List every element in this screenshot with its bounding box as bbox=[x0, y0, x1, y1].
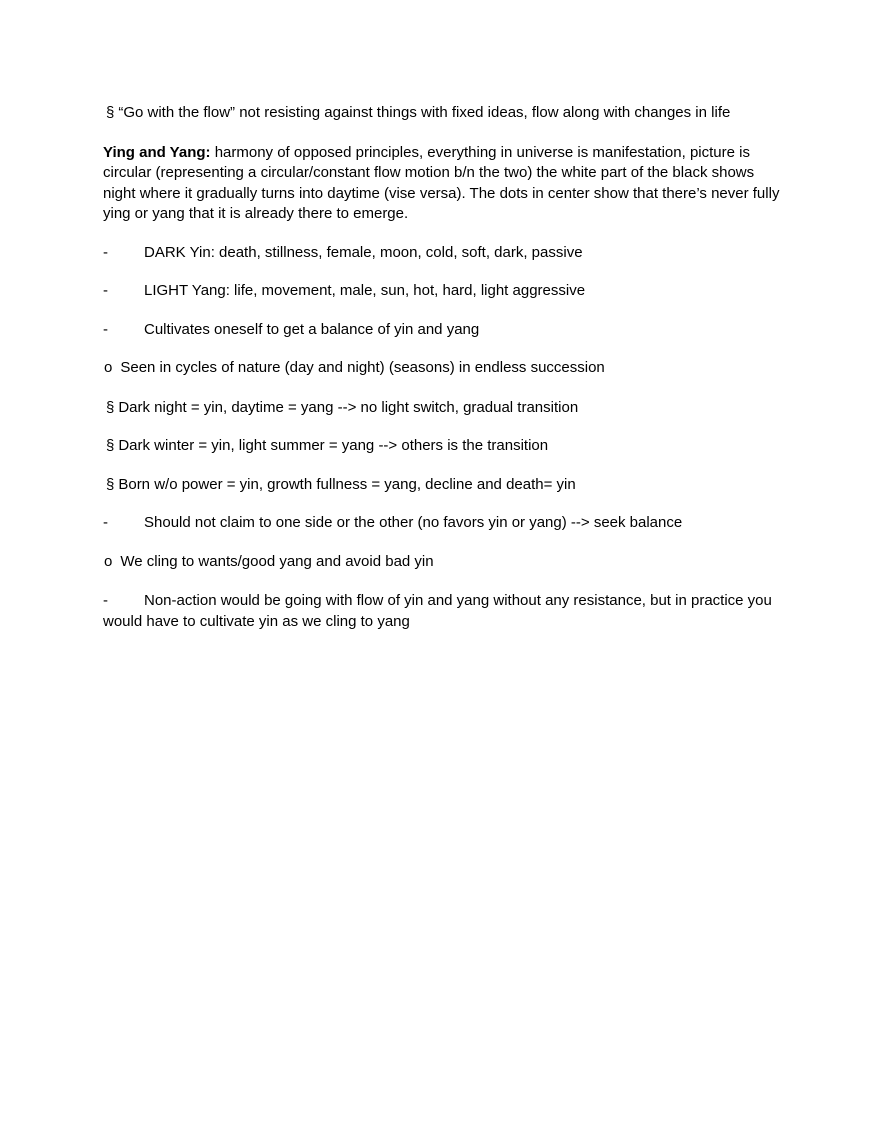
section-bullet-line bbox=[103, 475, 783, 496]
line-text: DARK Yin: death, stillness, female, moon, cold, soft, dark, passive bbox=[144, 243, 583, 261]
dash-marker: - bbox=[103, 320, 108, 338]
dash-bullet-line bbox=[103, 281, 783, 302]
section-bullet-line bbox=[103, 436, 783, 457]
section-bullet-line bbox=[103, 103, 783, 124]
ying-yang-paragraph bbox=[103, 143, 783, 225]
dash-bullet-line bbox=[103, 243, 783, 264]
circle-marker: o bbox=[104, 552, 113, 570]
section-marker: § bbox=[106, 398, 115, 416]
dash-bullet-line bbox=[103, 320, 783, 341]
dash-marker: - bbox=[103, 243, 108, 261]
line-text: LIGHT Yang: life, movement, male, sun, hot, hard, light aggressive bbox=[144, 282, 586, 299]
term-definition: harmony of opposed principles, everything in universe is manifestation, picture is circular (representing a circular/constant flow motion b/n the two) the white part of the black shows night where it gradually turns into daytime (vise versa). The dots in center show that there’s never fully ying or yang that it is already there to emerge. bbox=[103, 143, 780, 222]
circle-bullet-line bbox=[103, 552, 783, 573]
dash-marker: - bbox=[103, 514, 108, 531]
circle-marker: o bbox=[104, 359, 113, 376]
line-text: We cling to wants/good yang and avoid bad yin bbox=[120, 552, 434, 570]
term-heading: Ying and Yang: bbox=[103, 143, 211, 161]
section-marker: § bbox=[106, 437, 115, 454]
circle-bullet-line bbox=[103, 358, 783, 379]
dash-marker: - bbox=[103, 282, 108, 299]
dash-bullet-line bbox=[103, 513, 783, 534]
line-text: Non-action would be going with flow of yin and yang without any resistance, but in practice you would have to cultivate yin as we cling to yang bbox=[103, 592, 772, 630]
line-text: “Go with the flow” not resisting against things with fixed ideas, flow along with changes in life bbox=[118, 104, 731, 121]
line-text: Dark winter = yin, light summer = yang --> others is the transition bbox=[118, 437, 549, 454]
document-page bbox=[103, 103, 783, 632]
section-marker: § bbox=[106, 475, 115, 493]
dash-marker: - bbox=[103, 592, 108, 609]
line-text: Cultivates oneself to get a balance of yin and yang bbox=[144, 320, 480, 338]
section-marker: § bbox=[106, 104, 115, 121]
section-bullet-line bbox=[103, 398, 783, 419]
line-text: Seen in cycles of nature (day and night) (seasons) in endless succession bbox=[120, 359, 605, 376]
line-text: Should not claim to one side or the other (no favors yin or yang) --> seek balance bbox=[144, 514, 683, 531]
line-text: Dark night = yin, daytime = yang --> no light switch, gradual transition bbox=[118, 398, 579, 416]
dash-bullet-paragraph bbox=[103, 591, 783, 632]
line-text: Born w/o power = yin, growth fullness = yang, decline and death= yin bbox=[118, 475, 576, 493]
